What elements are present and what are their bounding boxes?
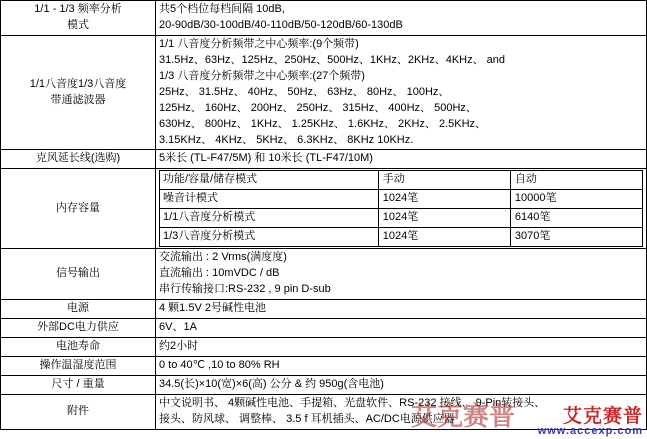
row-label: 信号输出 [1, 249, 156, 300]
row-value: 4 颗1.5V 2号碱性电池 [156, 299, 647, 318]
sub-cell: 噪音计模式 [160, 190, 379, 209]
sub-cell: 1/3八音度分析模式 [160, 228, 379, 247]
sub-cell: 6140笔 [510, 209, 642, 228]
watermark-brand: 艾克赛普 [562, 406, 643, 427]
row-value: 6V、1A [156, 318, 647, 337]
row-label: 外部DC电力供应 [1, 318, 156, 337]
table-row [1, 337, 647, 356]
row-value: 1/1 八音度分析频带之中心频率:(9个频带) 31.5Hz、63Hz、125Hz、250Hz、500Hz、1KHz、2KHz、4KHz、 and 1/3 八音度分析频带之中心频率:(27个频带) 25Hz、 31.5Hz、 40Hz、 50Hz、 63Hz、 80Hz、 100Hz、 125Hz、 160Hz、 200Hz、 250Hz、 315Hz、 400Hz、 500Hz、 630Hz、 800Hz、 1KHz、 1.25KHz、 1.6KHz、 2KHz、 2.5KHz、 3.15KHz、 4KHz、 5KHz、 6.3KHz、 8KHz 10KHz. [156, 35, 647, 150]
sub-header-row [160, 171, 643, 190]
sub-cell: 1024笔 [378, 209, 510, 228]
sub-header-auto: 自动 [510, 171, 642, 190]
row-value: 交流输出 : 2 Vrms(满度度) 直流输出 : 10mVDC / dB 串行传输接口:RS-232 , 9 pin D-sub [156, 249, 647, 300]
watermark-url: www.accexp.com [537, 425, 643, 437]
sub-row [160, 228, 643, 247]
row-value: 34.5(长)×10(宽)×6(高) 公分 & 约 950g(含电池) [156, 375, 647, 394]
watermark-logo: 艾克赛普 [410, 401, 515, 431]
sub-row [160, 190, 643, 209]
row-label: 电源 [1, 299, 156, 318]
memory-capacity-subtable [156, 169, 647, 249]
table-row [1, 318, 647, 337]
table-row [1, 150, 647, 169]
row-label: 尺寸 / 重量 [1, 375, 156, 394]
sub-row [160, 209, 643, 228]
table-row [1, 299, 647, 318]
row-value: 5米长 (TL-F47/5M) 和 10米长 (TL-F47/10M) [156, 150, 647, 169]
table-row [1, 394, 647, 429]
sub-cell: 1024笔 [378, 228, 510, 247]
sub-cell: 3070笔 [510, 228, 642, 247]
row-label: 1/1八音度1/3八音度 带通滤波器 [1, 35, 156, 150]
sub-header-function: 功能/容量/储存模式 [160, 171, 379, 190]
row-label: 内存容量 [1, 169, 156, 249]
row-value: 中文说明书、 4颗碱性电池、手提箱、光盘软件、RS-232 接线、 9-Pin转接头、 接头、防风球、 调整棒、 3.5 f 耳机插头、AC/DC电源供应器 [156, 394, 647, 429]
row-label: 附件 [1, 394, 156, 429]
table-row [1, 169, 647, 249]
row-value: 共5个档位每档间隔 10dB, 20-90dB/30-100dB/40-110dB/50-120dB/60-130dB [156, 1, 647, 36]
row-label: 1/1 - 1/3 频率分析 模式 [1, 1, 156, 36]
table-row [1, 35, 647, 150]
sub-cell: 10000笔 [510, 190, 642, 209]
table-row [1, 356, 647, 375]
row-label: 克风延长线(选购) [1, 150, 156, 169]
sub-cell: 1/1八音度分析模式 [160, 209, 379, 228]
row-label: 操作温湿度范围 [1, 356, 156, 375]
sub-cell: 1024笔 [378, 190, 510, 209]
table-row [1, 1, 647, 36]
row-label: 电池寿命 [1, 337, 156, 356]
table-row [1, 249, 647, 300]
row-value: 0 to 40℃ ,10 to 80% RH [156, 356, 647, 375]
table-row [1, 375, 647, 394]
sub-table [159, 170, 643, 247]
row-value: 约2小时 [156, 337, 647, 356]
sub-header-manual: 手动 [378, 171, 510, 190]
